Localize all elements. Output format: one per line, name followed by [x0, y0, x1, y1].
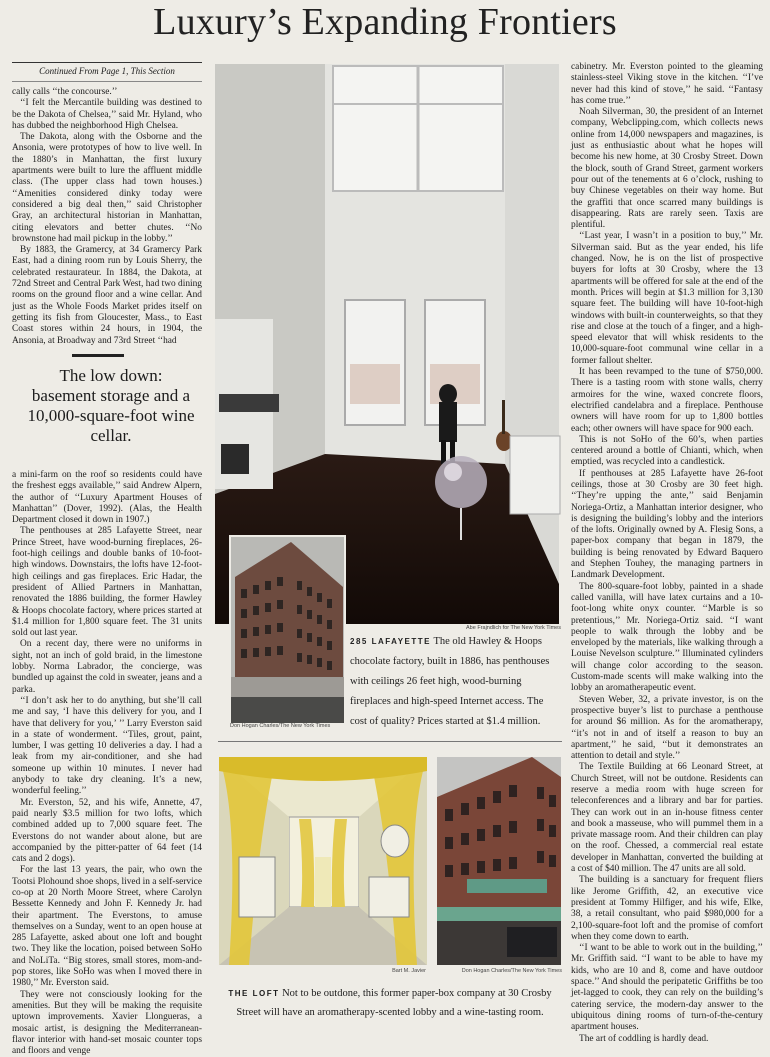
article-paragraph: This is not SoHo of the 60’s, when parties centered around a bottle of Chianti, which, when emptied, was recycled into a candlestick.	[571, 434, 763, 468]
article-paragraph: Steven Weber, 32, a private investor, is on the prospective buyer’s list to purchase a penthouse for around $6 million. As for the aromatherapy, ‘‘it’s not in and of itself a reason to buy an apartment,’’ he said, ‘‘but it demonstrates an attention to detail and style.’’	[571, 694, 763, 762]
article-paragraph: They were not consciously looking for the amenities. But they will be making the requisite uptown improvements. Xavier Llongueras, a mosaic artist, is designing the Mediterranean-flavor interior with hand-set mosaic counter tops and floors and venge	[12, 989, 202, 1057]
article-paragraph: For the last 13 years, the pair, who own the Tootsi Plohound shoe shops, lived in a self-service co-op at 20 North Moore Street, where Carolyn Bessette Kennedy and John F. Kennedy Jr. had their apartment. The Everstons, to amuse themselves on a Sunday, went to an open house at 285 Lafayette, asked about one loft and bought two. They like the location, poised between SoHo and NoLiTa. ‘‘Big stores, small stores, mom-and-pop stores, like SoHo was when I moved there in 1980,’’ Mr. Everston said.	[12, 865, 202, 989]
caption-the-loft	[218, 984, 562, 1024]
caption-label: 285 LAFAYETTE	[350, 637, 432, 646]
pullquote: The low down: basement storage and a 10,000-square-foot wine cellar.	[27, 366, 195, 445]
article-paragraph: It has been revamped to the tune of $750,000. There is a tasting room with stone walls, cherry armoires for the wine, waxed concrete floors, electrified candelabra and a fireplace. Penthouse owners will have room for up to 1,800 bottles each; other owners will have space for 900 each.	[571, 367, 763, 434]
caption-text: The old Hawley & Hoops chocolate factory, built in 1886, has penthouses with ceilings 26 feet high, wood-burning fireplaces and high-speed Internet access. The cost of quality? Prices started at $1.4 million.	[350, 636, 550, 727]
article-paragraph: The penthouses at 285 Lafayette Street, near Prince Street, have wood-burning fireplaces, 26-foot-high ceilings and double banks of 10-foot-high windows. Downstairs, the lofts have 12-foot-high ceilings and gas fireplaces. Eric Hadar, the president of Allied Partners in Manhattan, renovated the 1886 building, the former Hawley & Hoops chocolate factory, where prices started at $1.4 million for 1,800 square feet. The 31 units sold out last year.	[12, 526, 202, 639]
article-paragraph: ‘‘I felt the Mercantile building was destined to be the Dakota of Chelsea,’’ said Mr. Hyland, who has dubbed the neighborhood High Chelsea.	[12, 98, 202, 131]
article-paragraph: The art of coddling is hardly dead.	[579, 1033, 709, 1044]
article-paragraph: ‘‘Last year, I wasn’t in a position to buy,’’ Mr. Silverman said. But as the year ended, his life changed. Now, he is on the list of prospective buyers for lofts at 30 Crosby, where the 13 apartments will be offered for sale at the end of the month. Prices will begin at $1.3 million for 3,130 square feet. The building will have 10-foot-high windows with built-in counterweights, so that they rise and close at the touch of a finger, and a high-speed elevator that will whisk residents to the 10,000-square-foot communal wine cellar in a former fallout shelter.	[571, 231, 763, 366]
credit-drawing: Bart M. Javier	[392, 968, 426, 974]
article-paragraph: a mini-farm on the roof so residents could have the freshest eggs available,’’ said Andrew Alpern, the author of ‘‘Luxury Apartment Houses of Manhattan’’ (Dover, 1992). (Alas, the Health Department closed it down in 1907.)	[12, 470, 202, 526]
article-paragraph: ‘‘I don’t ask her to do anything, but she’ll call me and say, ‘I have this delivery for you, and I have that delivery for you,’ ’’ Larry Everston said in a state of wonderment. ‘‘Tiles, grout, paint, lumber, I was getting 10 deliveries a day. I had a leak from my air-conditioner, and she had someone up within 10 minutes. I never had anybody to take dry cleaning. It’s a new, wonderful feeling.’’	[12, 695, 202, 797]
article-paragraph: The Textile Building at 66 Leonard Street, at Church Street, will not be outdone. Residents can reserve a media room with huge screen for teleconferences and a library and bar for parties. They can work out in an in-house fitness center and book a masseuse, who will pummel them in a private massage room. And their children can play on the roof. Chessed, a commercial real estate developer in Manhattan, converted the building at a cost of $40 million. The 47 units are all sold.	[571, 762, 763, 875]
article-paragraph: Mr. Everston, 52, and his wife, Annette, 47, paid nearly $3.5 million for two lofts, which combined added up to 7,000 square feet. The Everstons do not wander about alone, but are accompanied by the pitter-patter of 64 feet (14 cats and 2 dogs).	[12, 797, 202, 865]
article-paragraph: The building is a sanctuary for frequent fliers like Jerome Griffith, 42, an executive vice president at Tommy Hilfiger, and his wife, Elke, 38, a retail consultant, who paid $980,000 for a 2,100-square-foot loft and the promise of comfort when they come down to earth.	[571, 875, 763, 942]
article-paragraph: The 800-square-foot lobby, painted in a shade called vanilla, will have latex curtains and a 10-foot-long white onyx counter. ‘‘Marble is so pretentious,’’ Mr. Noriega-Ortiz said. ‘‘I want people to walk through the lobby and be enveloped by the materials, like walking through a Louise Nevelson sculpture.’’ Illuminated cylinders will change color according to the season. Custom-made scents will make walking into the lobby an aromatherapeutic event.	[571, 581, 763, 694]
article-paragraph: On a recent day, there were no uniforms in sight, not an inch of gold braid, in the limestone lobby. Norma Labrador, the concierge, was bundled up against the cold in sweater, jeans and a parka.	[12, 639, 202, 695]
building-photo	[229, 535, 346, 725]
article-paragraph: cabinetry. Mr. Everston pointed to the gleaming stainless-steel Viking stove in the kitchen. ‘‘I’ve never had this kind of stove,’’ he said. ‘‘Fantasy has come true.’’	[571, 62, 763, 106]
credit-main-photo: Abe Frajndlich for The New York Times	[466, 625, 561, 631]
article-paragraph: If penthouses at 285 Lafayette have 26-foot ceilings, those at 30 Crosby are 30 feet high. ‘‘They’re upping the ante,’’ said Benjamin Noriega-Ortiz, a Manhattan interior designer, who is designing the building’s lobby and the interiors of the lofts. Originally owned by A. Flesig Sons, a paper-box company that began in 1879, the building is being renovated by Edward Baquero and Stephen Touhey, the managing partners in Landmark Development.	[571, 468, 763, 581]
credit-building-photo: Don Hogan Charles/The New York Times	[230, 723, 331, 729]
caption-text: Not to be outdone, this former paper-box company at 30 Crosby Street will have an aromatherapy-scented lobby and a wine-tasting room.	[236, 988, 552, 1018]
article-paragraph: ‘‘I want to be able to work out in the building,’’ Mr. Griffith said. ‘‘I want to be able to have my kids, who are 10 and 8, come and have outdoor space.’’ And should the peripatetic Griffiths be too jet-lagged to cook, they can rely on the building’s catering service, the modern-day answer to the ubiquitous dining rooms of turn-of-the-century apartment houses.	[571, 943, 763, 1033]
loft-lobby-drawing	[219, 757, 427, 965]
pullquote-rule	[72, 354, 124, 357]
column-left-top	[12, 87, 202, 346]
column-right	[571, 62, 763, 1044]
caption-label: THE LOFT	[228, 989, 280, 998]
article-paragraph: The Dakota, along with the Osborne and the Ansonia, were prototypes of how to live well. In the 1880’s in Manhattan, the first luxury apartments were built to lure the affluent middle class. (The upper class had town houses.) ‘‘Amenities considered dinky today were considered a big deal then,’’ said Christopher Gray, an architectural historian in Manhattan, citing elevators and better chutes. ‘‘No brownstone had mail pickup in the lobby.’’	[12, 132, 202, 244]
article-paragraph: cally calls ‘‘the concourse.’’	[12, 87, 118, 97]
article-paragraph: Noah Silverman, 30, the president of an Internet company, Webclipping.com, which collects news online from 14,000 newspapers and magazines, is just as enthusiastic about what he hopes will become his new home, at 30 Crosby Street. Down the block, south of Grand Street, garment workers pour out of the tenements at 6 o’clock, rushing to buy Chinese vegetables on their way home. But the graffiti that once scarred many buildings is disappearing. Rats are rarely seen. Taxis are plentiful.	[571, 107, 763, 231]
column-left-bottom	[12, 470, 202, 1057]
caption-285-lafayette	[350, 632, 562, 727]
headline: Luxury’s Expanding Frontiers	[153, 1, 617, 43]
divider	[218, 741, 562, 742]
continued-line: Continued From Page 1, This Section	[12, 62, 202, 82]
textile-building-photo	[437, 757, 561, 965]
article-paragraph: By 1883, the Gramercy, at 34 Gramercy Park East, had a dining room run by Louis Sherry, the celebrated restaurateur. In 1884, the Dakota, at 72nd Street and Central Park West, had two dining rooms on the ground floor and a wine cellar. And just as the Whole Foods Market prides itself on getting its fish from Gloucester, Mass., to East Coast stores within 24 hours, in 1904, the Ansonia, at Broadway and 73rd Street ‘‘had	[12, 245, 202, 346]
credit-corner-photo: Don Hogan Charles/The New York Times	[461, 968, 562, 974]
